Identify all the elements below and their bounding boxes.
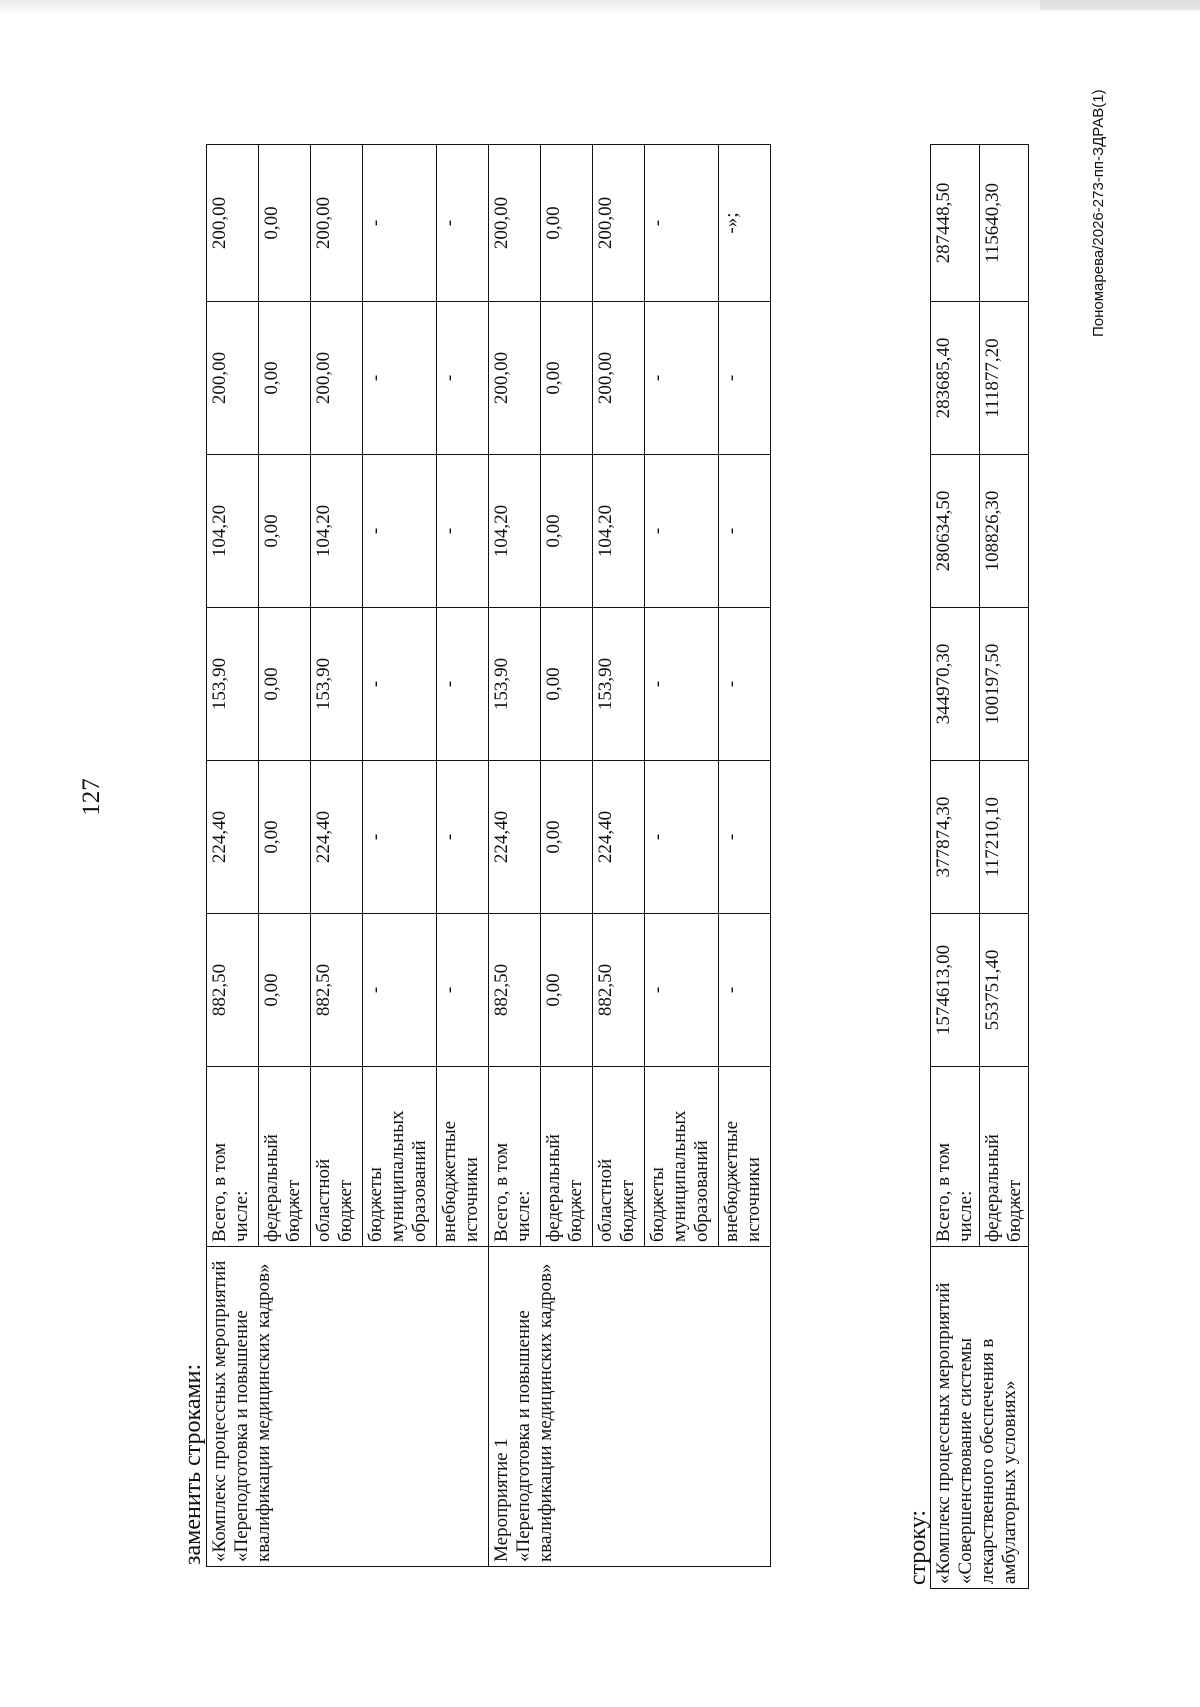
cell-line: числе: [231, 1190, 252, 1242]
cell-line: источники [743, 1157, 764, 1242]
cell-line: муниципальных [669, 1110, 690, 1242]
value-cell: 153,90 [593, 608, 645, 761]
value-cell: 104,20 [311, 455, 363, 608]
section-label-row: строку: [905, 1509, 931, 1585]
funding-source-cell [645, 1067, 719, 1247]
cell-line: бюджет [617, 1179, 638, 1242]
value-cell: 200,00 [207, 302, 259, 455]
value-cell: 224,40 [311, 761, 363, 914]
value-cell: - [645, 761, 719, 914]
cell-line: бюджет [1004, 1179, 1025, 1242]
value-cell: -»; [719, 145, 771, 302]
value-cell: 283685,40 [931, 302, 980, 455]
cell-line: бюджет [335, 1179, 356, 1242]
value-cell: 1574613,00 [931, 914, 980, 1067]
cell-line: источники [461, 1157, 482, 1242]
value-cell: 0,00 [259, 302, 311, 455]
value-cell: - [363, 455, 437, 608]
value-cell: - [645, 608, 719, 761]
funding-source-cell [207, 1067, 259, 1247]
value-cell: - [645, 914, 719, 1067]
value-cell: 115640,30 [980, 145, 1029, 302]
cell-line: «Комплекс процессных мероприятий [209, 1260, 230, 1562]
page-number: 127 [78, 778, 105, 816]
activity-name-cell [489, 1247, 771, 1567]
cell-line: числе: [955, 1190, 976, 1242]
value-cell: 111877,20 [980, 302, 1029, 455]
value-cell: 104,20 [489, 455, 541, 608]
value-cell: 280634,50 [931, 455, 980, 608]
funding-source-cell [541, 1067, 593, 1247]
value-cell: - [363, 914, 437, 1067]
value-cell: 0,00 [541, 455, 593, 608]
value-cell: 117210,10 [980, 761, 1029, 914]
cell-line: Всего, в том [491, 1142, 512, 1242]
value-cell: 224,40 [593, 761, 645, 914]
funding-source-cell [363, 1067, 437, 1247]
cell-line: внебюджетные [721, 1120, 742, 1242]
cell-line: амбулаторных условиях» [999, 1380, 1020, 1584]
value-cell: - [437, 455, 489, 608]
value-cell: 200,00 [311, 145, 363, 302]
value-cell: - [437, 145, 489, 302]
value-cell: - [437, 302, 489, 455]
value-cell: - [363, 608, 437, 761]
cell-line: областной [595, 1158, 616, 1242]
document-code: Пономарева/2026-273-пп-ЗДРАВ(1) [1090, 89, 1107, 337]
value-cell: - [363, 145, 437, 302]
value-cell: 0,00 [259, 455, 311, 608]
value-cell: - [719, 761, 771, 914]
activity-name-cell [207, 1247, 489, 1567]
value-cell: - [645, 455, 719, 608]
value-cell: 377874,30 [931, 761, 980, 914]
cell-line: бюджет [565, 1179, 586, 1242]
value-cell: 0,00 [541, 761, 593, 914]
value-cell: - [437, 914, 489, 1067]
cell-line: бюджет [283, 1179, 304, 1242]
value-cell: 200,00 [593, 145, 645, 302]
funding-source-cell [719, 1067, 771, 1247]
value-cell: - [645, 145, 719, 302]
cell-line: квалификации медицинских кадров» [253, 1263, 274, 1562]
value-cell: 882,50 [311, 914, 363, 1067]
value-cell: 553751,40 [980, 914, 1029, 1067]
value-cell: 224,40 [207, 761, 259, 914]
funding-source-cell [437, 1067, 489, 1247]
cell-line: числе: [513, 1190, 534, 1242]
cell-line: внебюджетные [439, 1120, 460, 1242]
value-cell: - [719, 608, 771, 761]
section-label-replace: заменить строками: [180, 1363, 206, 1565]
value-cell: 0,00 [259, 145, 311, 302]
value-cell: 200,00 [593, 302, 645, 455]
value-cell: - [363, 302, 437, 455]
cell-line: федеральный [543, 1134, 564, 1242]
cell-line: федеральный [261, 1134, 282, 1242]
value-cell: 344970,30 [931, 608, 980, 761]
value-cell: 153,90 [311, 608, 363, 761]
cell-line: лекарственного обеспечения в [977, 1338, 998, 1584]
table-row [931, 145, 980, 1589]
value-cell: 0,00 [541, 608, 593, 761]
value-cell: 108826,30 [980, 455, 1029, 608]
funding-source-cell [931, 1067, 980, 1247]
value-cell: 0,00 [259, 608, 311, 761]
cell-line: «Переподготовка и повышение [513, 1310, 534, 1562]
cell-line: «Совершенствование системы [955, 1337, 976, 1584]
value-cell: 153,90 [207, 608, 259, 761]
cell-line: муниципальных [387, 1110, 408, 1242]
value-cell: 200,00 [489, 145, 541, 302]
table-row [207, 145, 259, 1567]
cell-line: федеральный [982, 1134, 1003, 1242]
value-cell: 153,90 [489, 608, 541, 761]
value-cell: 104,20 [207, 455, 259, 608]
value-cell: 200,00 [311, 302, 363, 455]
budget-table-replacement [206, 144, 771, 1567]
value-cell: 882,50 [207, 914, 259, 1067]
value-cell: 200,00 [207, 145, 259, 302]
value-cell: - [437, 761, 489, 914]
funding-source-cell [593, 1067, 645, 1247]
cell-line: «Комплекс процессных мероприятий [933, 1282, 954, 1584]
cell-line: бюджеты [365, 1167, 386, 1242]
funding-source-cell [489, 1067, 541, 1247]
cell-line: Мероприятие 1 [491, 1438, 512, 1562]
funding-source-cell [259, 1067, 311, 1247]
value-cell: 100197,50 [980, 608, 1029, 761]
value-cell: 0,00 [259, 914, 311, 1067]
value-cell: - [645, 302, 719, 455]
value-cell: 0,00 [541, 145, 593, 302]
cell-line: образований [409, 1140, 430, 1242]
value-cell: 0,00 [259, 761, 311, 914]
value-cell: 882,50 [489, 914, 541, 1067]
cell-line: Всего, в том [933, 1142, 954, 1242]
value-cell: 200,00 [489, 302, 541, 455]
funding-source-cell [980, 1067, 1029, 1247]
budget-table-row [930, 144, 1029, 1589]
value-cell: 882,50 [593, 914, 645, 1067]
value-cell: - [437, 608, 489, 761]
cell-line: квалификации медицинских кадров» [535, 1263, 556, 1562]
activity-name-cell [931, 1247, 1029, 1589]
cell-line: образований [691, 1140, 712, 1242]
value-cell: 0,00 [541, 914, 593, 1067]
value-cell: - [363, 761, 437, 914]
funding-source-cell [311, 1067, 363, 1247]
value-cell: 287448,50 [931, 145, 980, 302]
cell-line: бюджеты [647, 1167, 668, 1242]
value-cell: 0,00 [541, 302, 593, 455]
value-cell: - [719, 302, 771, 455]
value-cell: 224,40 [489, 761, 541, 914]
value-cell: - [719, 914, 771, 1067]
cell-line: Всего, в том [209, 1142, 230, 1242]
value-cell: - [719, 455, 771, 608]
cell-line: «Переподготовка и повышение [231, 1310, 252, 1562]
table-row [489, 145, 541, 1567]
value-cell: 104,20 [593, 455, 645, 608]
cell-line: областной [313, 1158, 334, 1242]
